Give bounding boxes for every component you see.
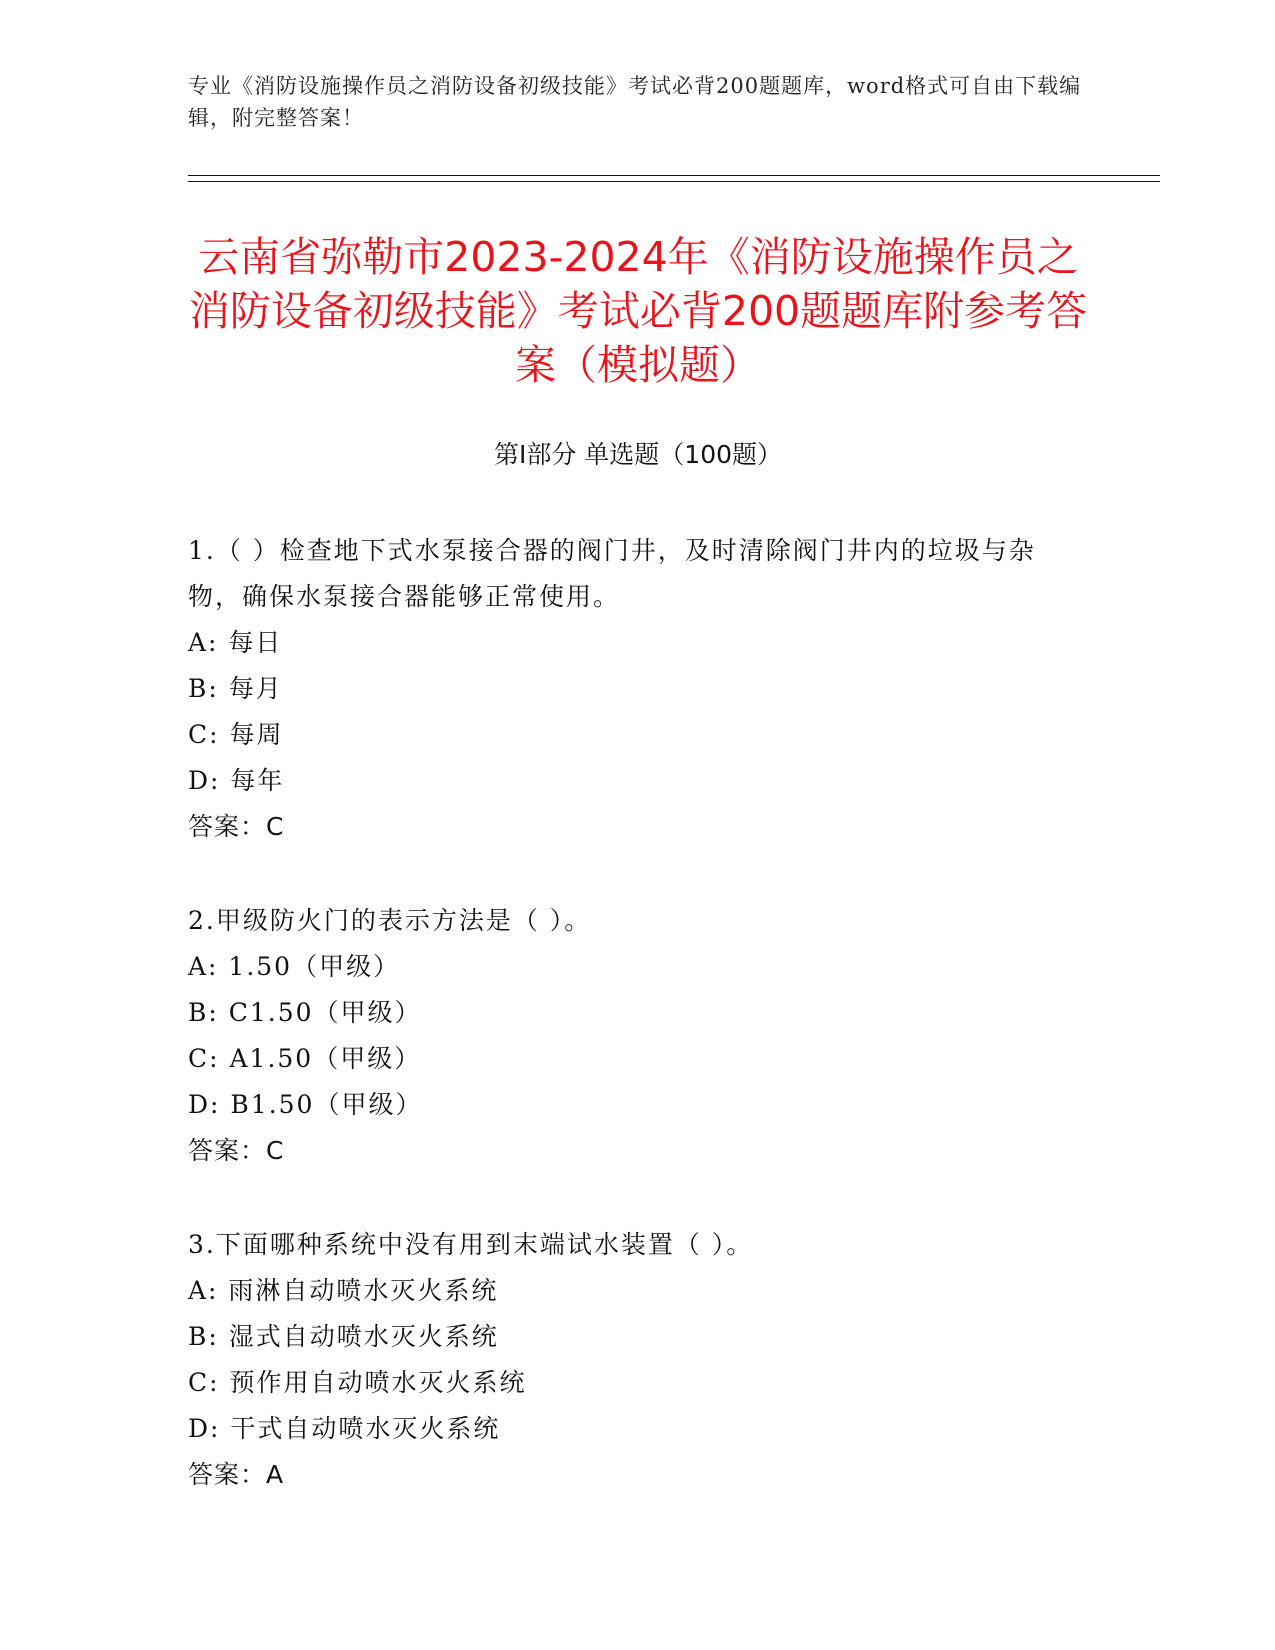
question-list (188, 528, 1068, 1546)
option-b: B: 每月 (188, 674, 283, 703)
option-b: B: C1.50（甲级） (188, 998, 422, 1027)
option-a: A: 雨淋自动喷水灭火系统 (188, 1276, 499, 1305)
question-item (188, 1222, 1068, 1498)
option-a: A: 1.50（甲级） (188, 952, 401, 981)
option-d: D: B1.50（甲级） (188, 1090, 423, 1119)
answer-line: 答案：C (188, 1136, 285, 1165)
header-note: 专业《消防设施操作员之消防设备初级技能》考试必背200题题库，word格式可自由下载编辑，附完整答案！ (188, 74, 1082, 130)
option-c: C: 每周 (188, 720, 284, 749)
answer-line: 答案：A (188, 1460, 285, 1489)
question-stem: 2.甲级防火门的表示方法是（ ）。 (188, 906, 592, 935)
answer-line: 答案：C (188, 812, 285, 841)
question-stem: 1.（ ）检查地下式水泵接合器的阀门井，及时清除阀门井内的垃圾与杂物，确保水泵接合器能够正常使用。 (188, 536, 1036, 611)
question-item (188, 528, 1068, 850)
option-a: A: 每日 (188, 628, 283, 657)
section-heading: 第I部分 单选题（100题） (493, 440, 783, 469)
option-c: C: 预作用自动喷水灭火系统 (188, 1368, 527, 1397)
question-item (188, 898, 1068, 1174)
option-b: B: 湿式自动喷水灭火系统 (188, 1322, 499, 1351)
header-rule-thin (188, 181, 1160, 182)
question-stem: 3.下面哪种系统中没有用到末端试水装置（ ）。 (188, 1230, 754, 1259)
option-d: D: 干式自动喷水灭火系统 (188, 1414, 501, 1443)
option-d: D: 每年 (188, 766, 285, 795)
header-rule-thick (188, 175, 1160, 176)
option-c: C: A1.50（甲级） (188, 1044, 422, 1073)
document-title: 云南省弥勒市2023-2024年《消防设施操作员之消防设备初级技能》考试必背200题题库附参考答案（模拟题） (188, 233, 1088, 389)
